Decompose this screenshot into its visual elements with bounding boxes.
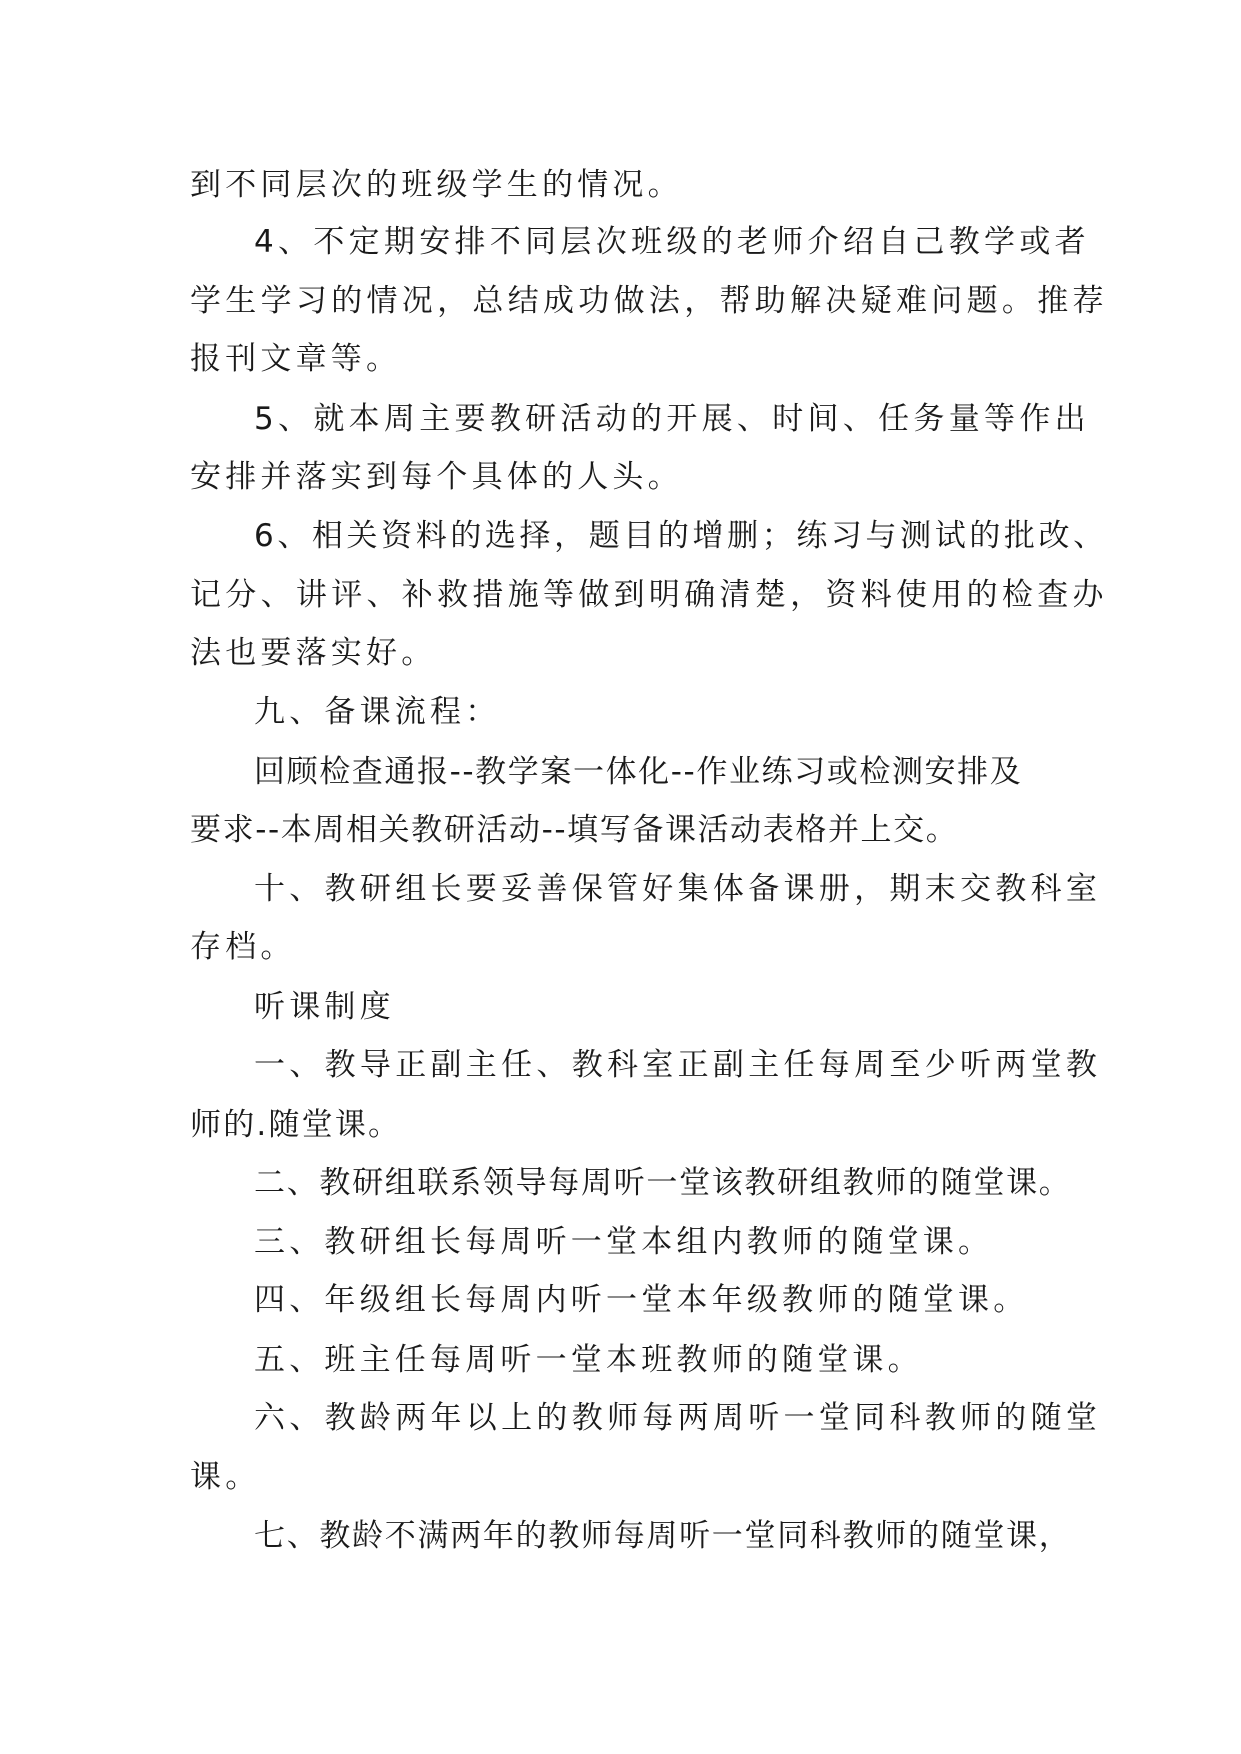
text-line: 课。 [190,1459,261,1495]
text-line: 到不同层次的班级学生的情况。 [190,167,683,203]
text-line: 六、教龄两年以上的教师每两周听一堂同科教师的随堂 [254,1400,1102,1436]
text-line: 记分、讲评、补救措施等做到明确清楚，资料使用的检查办 [190,577,1108,613]
text-line: 师的.随堂课。 [190,1107,402,1143]
text-line: 6、相关资料的选择，题目的增删；练习与测试的批改、 [254,518,1108,554]
text-line: 法也要落实好。 [190,635,437,671]
text-line: 学生学习的情况，总结成功做法，帮助解决疑难问题。推荐 [190,283,1108,319]
text-line: 5、就本周主要教研活动的开展、时间、任务量等作出 [254,401,1090,437]
text-line: 十、教研组长要妥善保管好集体备课册，期末交教科室 [254,871,1102,907]
text-line: 四、年级组长每周内听一堂本年级教师的随堂课。 [254,1282,1029,1318]
text-line: 五、班主任每周听一堂本班教师的随堂课。 [254,1342,923,1378]
text-line: 报刊文章等。 [190,341,402,377]
text-line: 回顾检查通报--教学案一体化--作业练习或检测安排及 [254,754,1023,790]
text-line: 4、不定期安排不同层次班级的老师介绍自己教学或者 [254,224,1090,260]
section-heading: 九、备课流程： [254,694,501,730]
text-line: 存档。 [190,929,296,965]
text-line: 三、教研组长每周听一堂本组内教师的随堂课。 [254,1224,994,1260]
text-line: 安排并落实到每个具体的人头。 [190,459,683,495]
section-heading: 听课制度 [254,989,395,1025]
text-line: 一、教导正副主任、教科室正副主任每周至少听两堂教 [254,1047,1102,1083]
text-line: 要求--本周相关教研活动--填写备课活动表格并上交。 [190,812,959,848]
text-line: 二、教研组联系领导每周听一堂该教研组教师的随堂课。 [254,1165,1072,1201]
text-line: 七、教龄不满两年的教师每周听一堂同科教师的随堂课， [254,1518,1072,1554]
